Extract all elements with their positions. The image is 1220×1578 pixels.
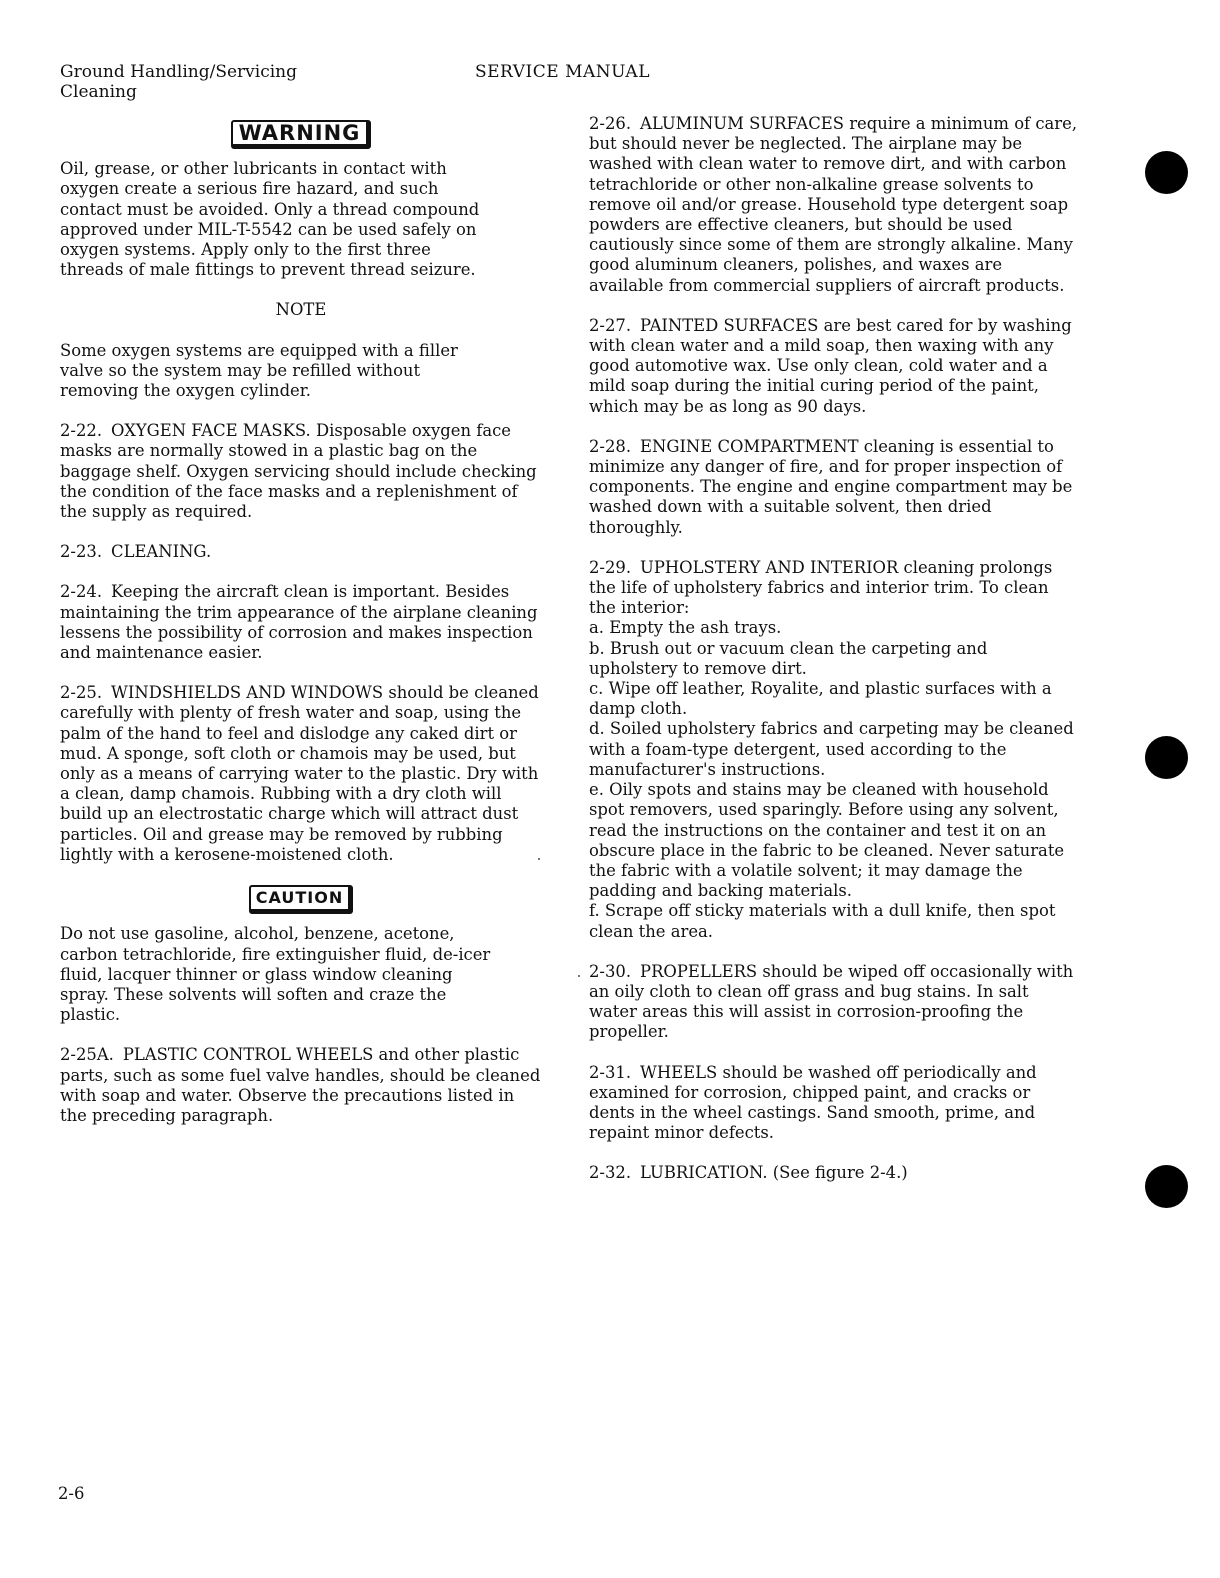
paragraph-number: 2-30. bbox=[589, 961, 632, 981]
paragraph-text: OXYGEN FACE MASKS. Disposable oxygen face masks are normally stowed in a plastic bag on the baggage shelf. Oxygen servicing should include checking the condition of the face masks and a replenishment of the supply as required. bbox=[60, 421, 537, 522]
paragraph-text: Keeping the aircraft clean is important. Besides maintaining the trim appearance of the airplane cleaning lessens the possibility of corrosion and makes inspection and maintenance easier. bbox=[60, 582, 538, 663]
section-line-2: Cleaning bbox=[60, 82, 137, 102]
paragraph-text: WHEELS should be washed off periodically and examined for corrosion, chipped paint, and cracks or dents in the wheel castings. Sand smooth, prime, and repaint minor defects. bbox=[589, 1062, 1037, 1143]
paragraph-text: PROPELLERS should be wiped off occasionally with an oily cloth to clean off grass and bug stains. In salt water areas this will assist in corrosion-proofing the propeller. bbox=[589, 961, 1074, 1042]
paragraph-number: 2-31. bbox=[589, 1062, 632, 1082]
manual-title: SERVICE MANUAL bbox=[475, 62, 650, 82]
paragraph-text: PLASTIC CONTROL WHEELS and other plastic parts, such as some fuel valve handles, should be cleaned with soap and water. Observe the precautions listed in the preceding paragraph. bbox=[60, 1045, 541, 1125]
paragraph-text: ENGINE COMPARTMENT cleaning is essential to minimize any danger of fire, and for proper inspection of components. The engine and engine compartment may be washed down with a suitable solvent, then dried thoroughly. bbox=[589, 436, 1073, 537]
paragraph-number: 2-28. bbox=[589, 436, 632, 456]
paragraph-text: WINDSHIELDS AND WINDOWS should be cleaned carefully with plenty of fresh water and soap, using the palm of the hand to feel and dislodge any caked dirt or mud. A sponge, soft cloth or chamois may be used, but only as a means of carrying water to the plastic. Dry with a clean, damp chamois. Rubbing with a dry cloth will build up an electrostatic charge which will attract dust particles. Oil and grease may be removed by rubbing lightly with a kerosene-moistened cloth. bbox=[60, 683, 539, 864]
binder-hole-middle bbox=[1145, 736, 1188, 779]
page-number: 2-6 bbox=[58, 1484, 85, 1503]
paragraph-2-28 bbox=[589, 437, 1079, 538]
paragraph-text: UPHOLSTERY AND INTERIOR cleaning prolongs the life of upholstery fabrics and interior trim. To clean the interior: bbox=[589, 557, 1053, 618]
paragraph-number: 2-25. bbox=[60, 683, 103, 703]
paragraph-2-27 bbox=[589, 316, 1079, 417]
paragraph-number: 2-23. bbox=[60, 542, 103, 562]
paragraph-number: 2-22. bbox=[60, 421, 103, 441]
list-item-e: e. Oily spots and stains may be cleaned with household spot removers, used sparingly. Before using any solvent, read the instructions on the container and test it on an obscure place in the fabric to be cleaned. Never saturate the fabric with a volatile solvent; it may damage the padding and backing materials. bbox=[589, 780, 1065, 901]
section-line-1: Ground Handling/Servicing bbox=[60, 62, 298, 82]
paragraph-2-29 bbox=[589, 558, 1079, 942]
paragraph-2-26 bbox=[589, 114, 1079, 296]
caution-badge-row bbox=[60, 885, 542, 914]
caution-badge: CAUTION bbox=[249, 885, 353, 914]
list-item-f: f. Scrape off sticky materials with a dull knife, then spot clean the area. bbox=[589, 901, 1056, 941]
paragraph-2-29-intro bbox=[589, 558, 1079, 619]
paragraph-2-30 bbox=[589, 962, 1079, 1043]
paragraph-number: 2-26. bbox=[589, 114, 632, 133]
scan-speck bbox=[578, 975, 580, 977]
paragraph-text: PAINTED SURFACES are best cared for by washing with clean water and a mild soap, then waxing with any good automotive wax. Use only clean, cold water and a mild soap during the initial curing period of the paint, which may be as long as 90 days. bbox=[589, 315, 1072, 416]
paragraph-number: 2-32. bbox=[589, 1163, 632, 1183]
list-item-d: d. Soiled upholstery fabrics and carpeting may be cleaned with a foam-type detergent, used according to the manufacturer's instructions. bbox=[589, 719, 1074, 779]
warning-badge: WARNING bbox=[231, 120, 372, 149]
note-heading: NOTE bbox=[275, 300, 327, 320]
warning-text: Oil, grease, or other lubricants in contact with oxygen create a serious fire hazard, and such contact must be avoided. Only a thread compound approved under MIL-T-5542 can be used safely on oxygen systems. Apply only to the first three threads of male fittings to prevent thread seizure. bbox=[60, 159, 480, 280]
right-column bbox=[589, 114, 1079, 1204]
paragraph-2-25a bbox=[60, 1045, 542, 1126]
list-item-c: c. Wipe off leather, Royalite, and plastic surfaces with a damp cloth. bbox=[589, 679, 1052, 719]
binder-hole-top bbox=[1145, 151, 1188, 194]
paragraph-number: 2-24. bbox=[60, 582, 103, 602]
note-text: Some oxygen systems are equipped with a filler valve so the system may be refilled without removing the oxygen cylinder. bbox=[60, 340, 458, 401]
paragraph-text: LUBRICATION. (See figure 2-4.) bbox=[640, 1163, 908, 1183]
list-item-b: b. Brush out or vacuum clean the carpeting and upholstery to remove dirt. bbox=[589, 638, 988, 678]
paragraph-text: CLEANING. bbox=[111, 542, 212, 562]
paragraph-2-22 bbox=[60, 421, 542, 522]
paragraph-2-24 bbox=[60, 582, 542, 663]
paragraph-2-31 bbox=[589, 1063, 1079, 1144]
paragraph-2-32 bbox=[589, 1163, 1079, 1183]
paragraph-number: 2-29. bbox=[589, 557, 632, 577]
paragraph-2-25 bbox=[60, 683, 542, 865]
binder-hole-bottom bbox=[1145, 1165, 1188, 1208]
scan-speck bbox=[538, 858, 540, 860]
paragraph-number: 2-27. bbox=[589, 315, 632, 335]
list-item-a: a. Empty the ash trays. bbox=[589, 618, 782, 638]
paragraph-text: ALUMINUM SURFACES require a minimum of care, but should never be neglected. The airplane may be washed with clean water to remove dirt, and with carbon tetrachloride or other non-alkaline grease solvents to remove oil and/or grease. Household type detergent soap powders are effective cleaners, but should be used cautiously since some of them are strongly alkaline. Many good aluminum cleaners, polishes, and waxes are available from commercial suppliers of aircraft products. bbox=[589, 114, 1078, 295]
paragraph-number: 2-25A. bbox=[60, 1045, 114, 1065]
left-column bbox=[60, 114, 542, 1146]
warning-badge-row bbox=[60, 120, 542, 149]
paragraph-2-23 bbox=[60, 542, 542, 562]
caution-text: Do not use gasoline, alcohol, benzene, acetone, carbon tetrachloride, fire extinguisher fluid, de-icer fluid, lacquer thinner or glass window cleaning spray. These solvents will soften and craze the plastic. bbox=[60, 924, 491, 1025]
section-heading bbox=[60, 62, 297, 102]
